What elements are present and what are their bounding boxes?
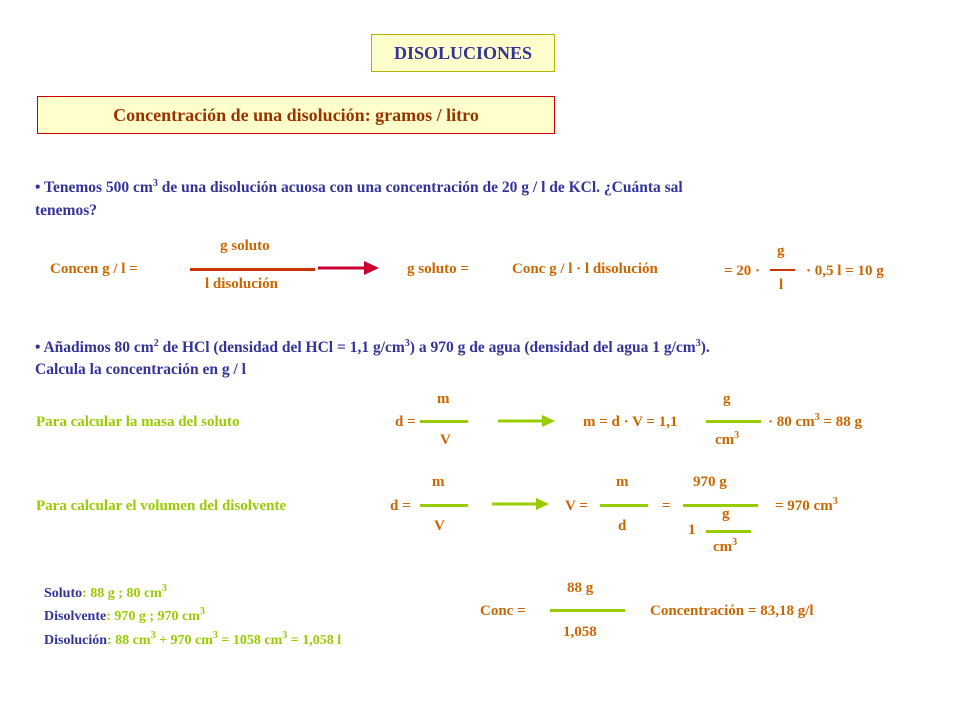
fraction-bar bbox=[706, 420, 761, 423]
superscript: 3 bbox=[161, 583, 167, 594]
mass-tail bbox=[768, 414, 862, 431]
superscript: 3 bbox=[404, 338, 410, 349]
fraction-bar bbox=[770, 269, 795, 271]
volume-result bbox=[775, 498, 838, 515]
superscript: 3 bbox=[199, 606, 205, 617]
problem2-statement bbox=[35, 338, 710, 358]
summary-label: Disolvente bbox=[44, 609, 107, 624]
superscript: 3 bbox=[150, 630, 156, 641]
volume-small-numerator: g bbox=[722, 506, 730, 522]
summary-value: : 970 g ; 970 cm bbox=[106, 609, 200, 624]
volume-denominator-coefficient: 1 bbox=[688, 522, 696, 538]
superscript: 3 bbox=[732, 537, 738, 548]
fraction-bar bbox=[420, 504, 468, 507]
volume-small-denominator bbox=[713, 539, 737, 556]
summary-value: : 88 g ; 80 cm bbox=[82, 586, 162, 601]
density-denominator: V bbox=[434, 518, 445, 534]
formula-label: Concen g / l = bbox=[50, 261, 138, 277]
statement-text: Tenemos 500 cm bbox=[44, 179, 153, 196]
mass-step-label: Para calcular la masa del soluto bbox=[36, 414, 240, 430]
superscript: 3 bbox=[282, 630, 288, 641]
statement-text: de HCl (densidad del HCl = 1,1 g/cm bbox=[158, 339, 405, 356]
bullet: • bbox=[35, 179, 41, 196]
calc-numerator: g bbox=[777, 243, 785, 259]
calc-suffix: · 0,5 l = 10 g bbox=[806, 263, 884, 279]
summary-label: Disolución bbox=[44, 633, 108, 648]
superscript: 3 bbox=[152, 178, 158, 189]
bullet: • bbox=[35, 339, 41, 356]
superscript: 3 bbox=[734, 430, 740, 441]
mass-unit-numerator: g bbox=[723, 391, 731, 407]
arrow-right-icon bbox=[318, 258, 380, 278]
volume-denominator: d bbox=[618, 518, 627, 534]
equals-sign: = bbox=[662, 498, 671, 514]
result-expression: Conc g / l · l disolución bbox=[512, 261, 658, 277]
problem1-statement bbox=[35, 178, 683, 198]
volume-equation-label: V = bbox=[565, 498, 588, 514]
unit-text: · 80 cm bbox=[768, 414, 815, 430]
arrow-right-icon bbox=[492, 494, 550, 514]
superscript: 3 bbox=[212, 630, 218, 641]
statement-text: ) a 970 g de agua (densidad del agua 1 g/cm bbox=[409, 339, 696, 356]
volume-big-numerator: 970 g bbox=[693, 474, 727, 490]
unit-text: = 88 g bbox=[819, 414, 862, 430]
mass-result: m = d · V = 1,1 bbox=[583, 414, 678, 430]
density-denominator: V bbox=[440, 432, 451, 448]
result-label: g soluto = bbox=[407, 261, 469, 277]
summary-value: + 970 cm bbox=[155, 633, 213, 648]
superscript: 3 bbox=[814, 412, 820, 423]
unit-text: cm bbox=[713, 539, 733, 555]
summary-value: = 1058 cm bbox=[217, 633, 283, 648]
conc-denominator: 1,058 bbox=[563, 624, 597, 640]
summary-value: : 88 cm bbox=[107, 633, 151, 648]
volume-step-label: Para calcular el volumen del disolvente bbox=[36, 498, 287, 514]
fraction-bar bbox=[683, 504, 758, 507]
calc-denominator: l bbox=[779, 277, 784, 293]
statement-text: de una disolución acuosa con una concentración de 20 g / l de KCl. ¿Cuánta sal bbox=[157, 179, 683, 196]
statement-text: ). bbox=[700, 339, 710, 356]
summary-label: Soluto bbox=[44, 586, 83, 601]
superscript: 2 bbox=[153, 338, 159, 349]
summary-disolucion bbox=[44, 630, 342, 649]
density-numerator: m bbox=[437, 391, 450, 407]
conc-label: Conc = bbox=[480, 603, 526, 619]
calc-prefix: = 20 · bbox=[724, 263, 761, 279]
fraction-bar bbox=[706, 530, 751, 533]
problem1-statement-line2: tenemos? bbox=[35, 202, 97, 219]
summary-disolvente bbox=[44, 606, 205, 625]
superscript: 3 bbox=[832, 496, 838, 507]
density-label: d = bbox=[390, 498, 411, 514]
superscript: 3 bbox=[695, 338, 701, 349]
formula-numerator: g soluto bbox=[220, 238, 270, 254]
conc-numerator: 88 g bbox=[567, 580, 594, 596]
mass-unit-denominator bbox=[715, 432, 739, 449]
unit-text: cm bbox=[715, 432, 735, 448]
page-title: DISOLUCIONES bbox=[371, 34, 555, 72]
density-label: d = bbox=[395, 414, 416, 430]
fraction-bar bbox=[550, 609, 625, 612]
page-subtitle: Concentración de una disolución: gramos / litro bbox=[37, 96, 555, 134]
problem2-statement-line2: Calcula la concentración en g / l bbox=[35, 361, 246, 378]
arrow-right-icon bbox=[498, 411, 556, 431]
volume-numerator: m bbox=[616, 474, 629, 490]
summary-value: = 1,058 l bbox=[287, 633, 342, 648]
density-numerator: m bbox=[432, 474, 445, 490]
fraction-bar bbox=[420, 420, 468, 423]
unit-text: = 970 cm bbox=[775, 498, 833, 514]
fraction-bar bbox=[190, 268, 315, 271]
statement-text: Añadimos 80 cm bbox=[43, 339, 154, 356]
formula-denominator: l disolución bbox=[205, 276, 278, 292]
conc-result: Concentración = 83,18 g/l bbox=[650, 603, 814, 619]
summary-soluto bbox=[44, 583, 167, 602]
fraction-bar bbox=[600, 504, 648, 507]
